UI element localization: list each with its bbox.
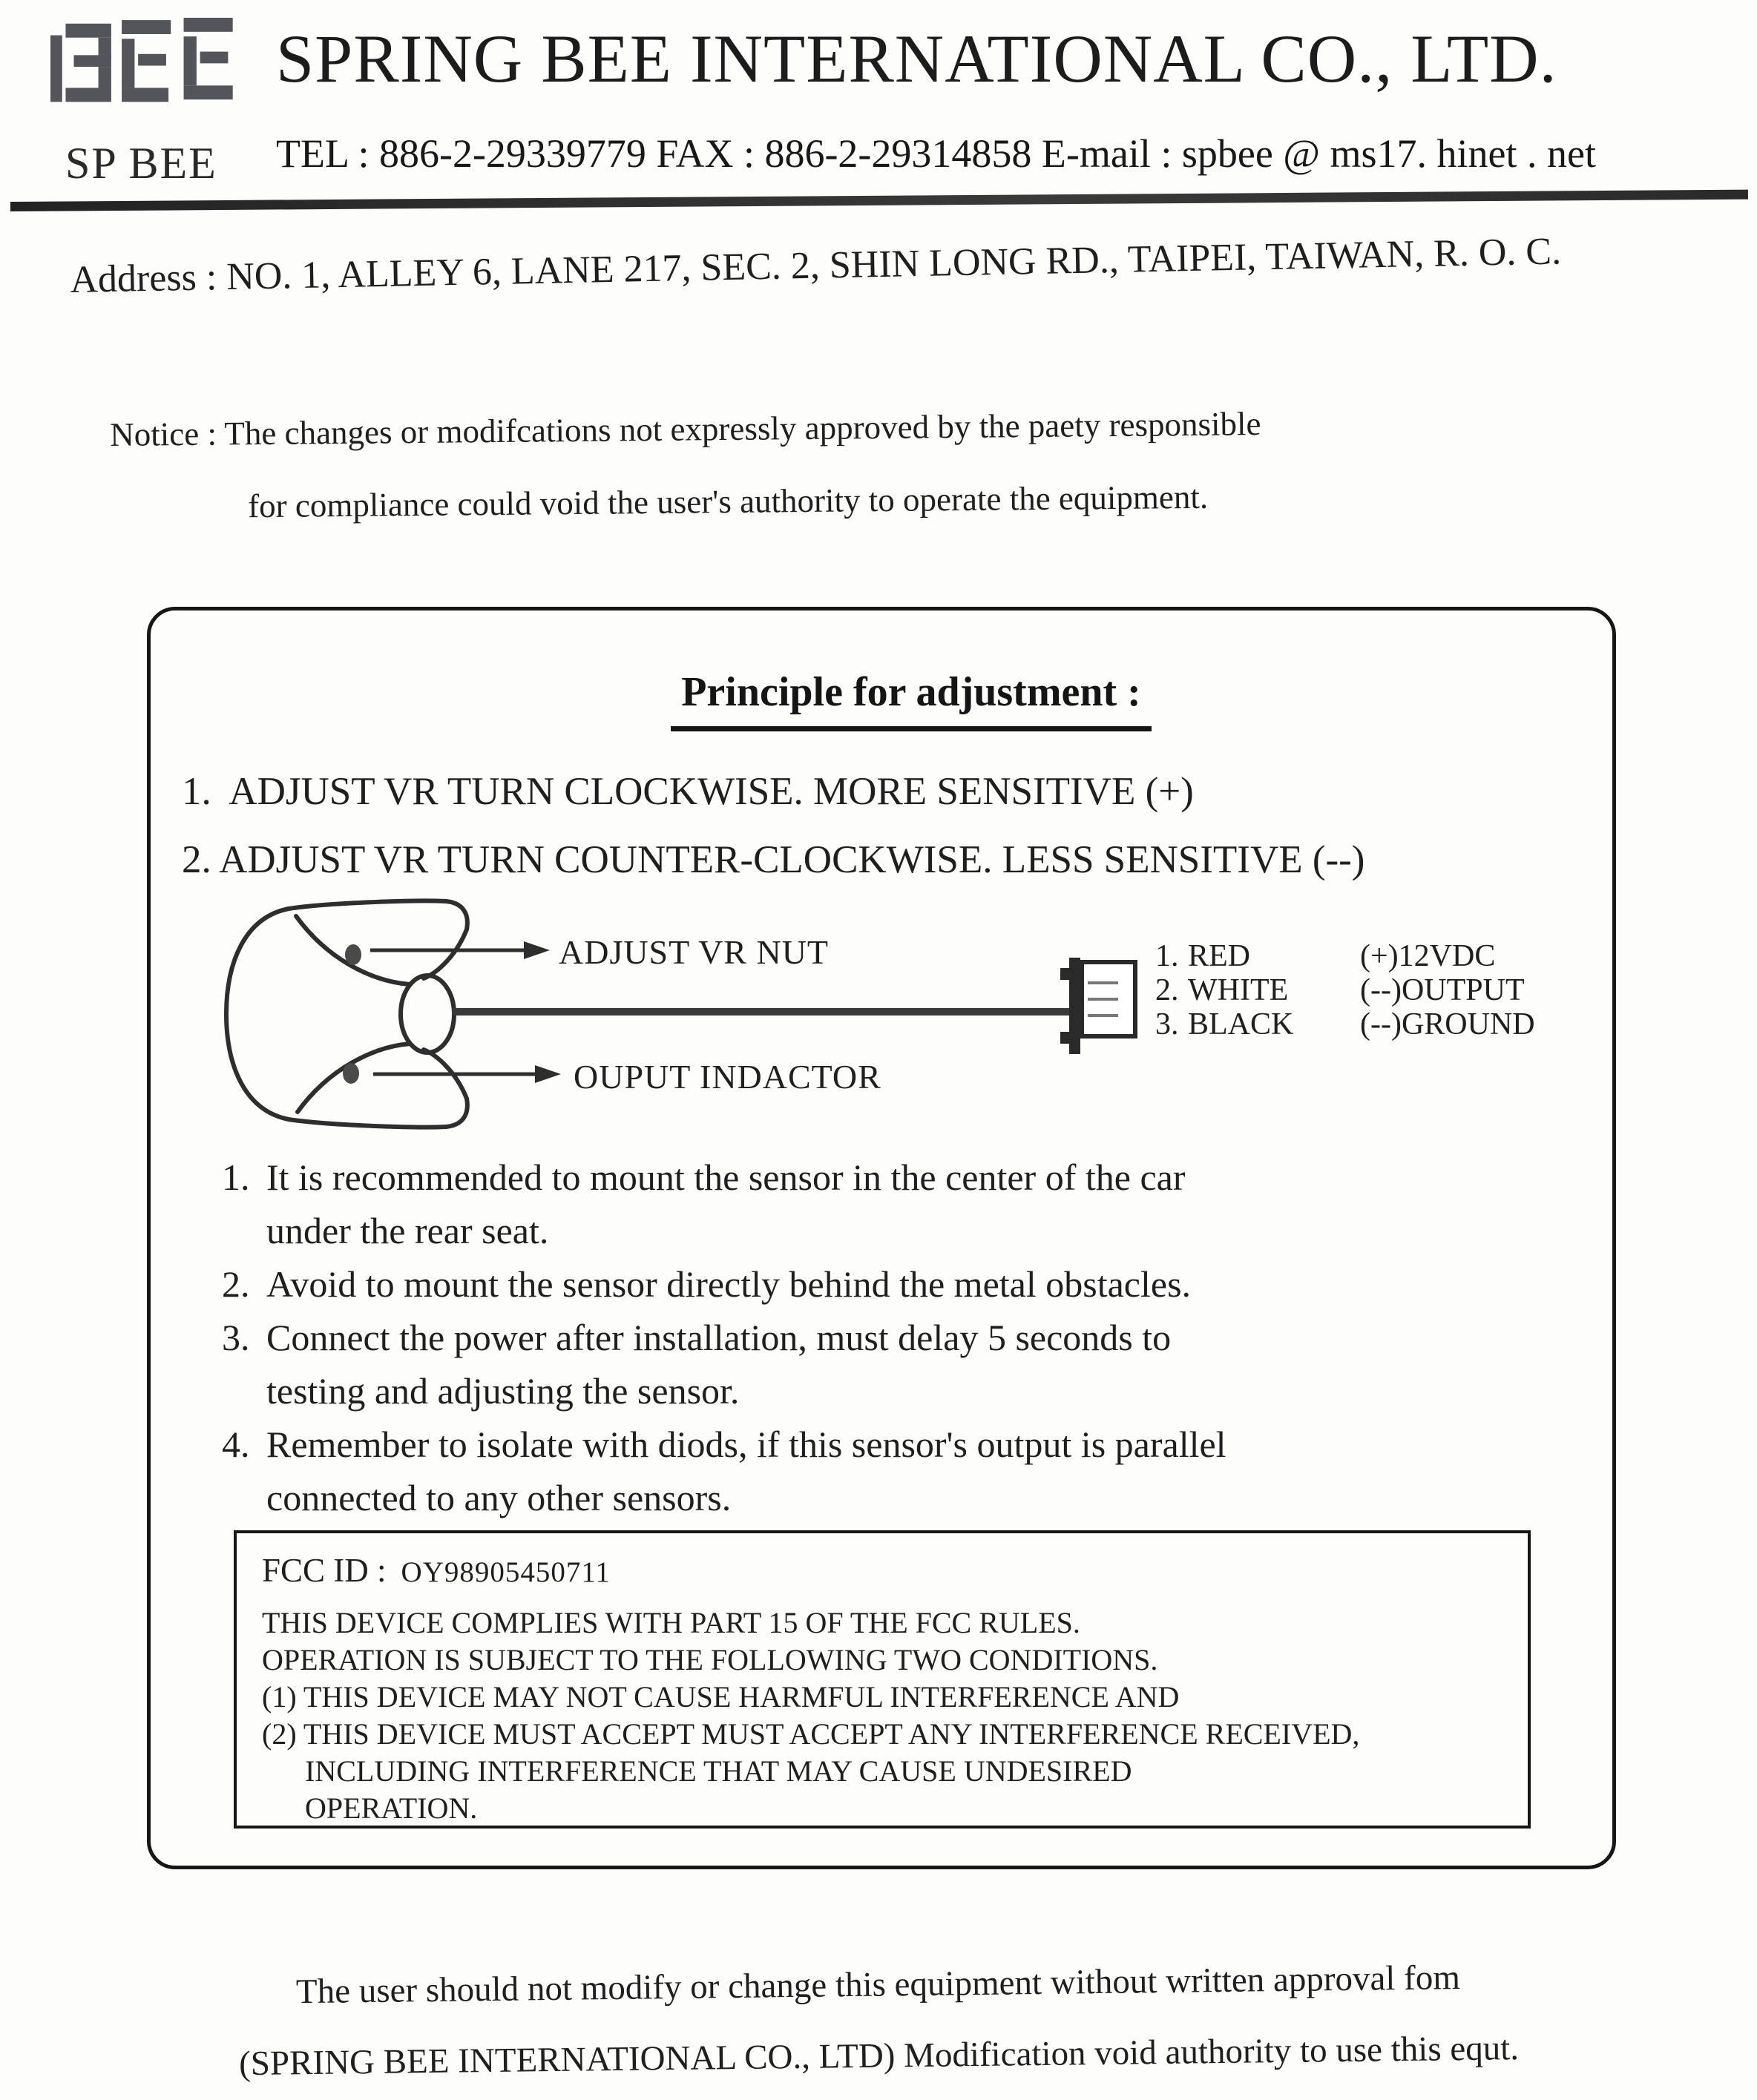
notice-line: for compliance could void the user's authority to operate the equipment. xyxy=(247,478,1209,525)
address-line: Address : NO. 1, ALLEY 6, LANE 217, SEC. 2, SHIN LONG RD., TAIPEI, TAIWAN, R. O. C. xyxy=(69,230,1562,302)
arrow-right-icon xyxy=(373,1065,561,1083)
note-line: Connect the power after installation, must delay 5 seconds to xyxy=(266,1317,1172,1358)
rule-item: 2. ADJUST VR TURN COUNTER-CLOCKWISE. LESS SENSITIVE (--) xyxy=(182,838,1365,881)
box-title: Principle for adjustment : xyxy=(671,668,1152,731)
fcc-line: THIS DEVICE COMPLIES WITH PART 15 OF THE FCC RULES. xyxy=(262,1606,1080,1639)
fcc-line: (1) THIS DEVICE MAY NOT CAUSE HARMFUL INTERFERENCE AND xyxy=(262,1680,1180,1714)
install-notes xyxy=(222,1151,1565,1524)
wire-color: BLACK xyxy=(1188,1007,1294,1041)
vr-nut-dot-icon xyxy=(345,944,361,965)
fcc-lines xyxy=(262,1604,1503,1827)
note-line: under the rear seat. xyxy=(266,1210,549,1251)
note-line: Remember to isolate with diods, if this sensor's output is parallel xyxy=(266,1423,1226,1465)
note-number: 3. xyxy=(222,1317,250,1358)
wire-number: 1. xyxy=(1155,939,1179,973)
wire-legend-row xyxy=(1155,1007,1535,1042)
sensor-diagram xyxy=(194,894,1589,1150)
wire-color: WHITE xyxy=(1188,973,1289,1007)
fcc-line: OPERATION IS SUBJECT TO THE FOLLOWING TWO CONDITIONS. xyxy=(262,1643,1158,1676)
fcc-line: (2) THIS DEVICE MUST ACCEPT MUST ACCEPT ANY INTERFERENCE RECEIVED, xyxy=(262,1717,1360,1751)
wire-number: 2. xyxy=(1155,973,1179,1007)
bee-logo-icon xyxy=(50,16,237,107)
logo-caption: SP BEE xyxy=(65,139,217,188)
footer-line: The user should not modify or change this equipment without written approval fom xyxy=(295,1958,1461,2012)
note-line: connected to any other sensors. xyxy=(266,1477,732,1518)
label-ouput-indactor: OUPUT INDACTOR xyxy=(574,1058,881,1096)
wire-function: (+)12VDC xyxy=(1360,939,1496,973)
header-divider-rule xyxy=(10,190,1748,211)
fcc-id-label: FCC ID : xyxy=(262,1552,387,1589)
note-number: 2. xyxy=(222,1263,250,1305)
note-line: testing and adjusting the sensor. xyxy=(266,1370,740,1412)
note-item xyxy=(222,1418,1565,1524)
wire-function: (--)OUTPUT xyxy=(1360,973,1525,1007)
rule-item: 1. ADJUST VR TURN CLOCKWISE. MORE SENSITIVE (+) xyxy=(182,770,1194,813)
note-item xyxy=(222,1311,1565,1418)
notice-block xyxy=(110,404,1262,527)
sensor-wire xyxy=(452,1008,1072,1016)
fcc-statement-box xyxy=(234,1530,1531,1829)
sensor-body-icon xyxy=(226,901,467,1127)
note-number: 4. xyxy=(222,1423,250,1465)
wire-function: (--)GROUND xyxy=(1360,1007,1535,1041)
company-name: SPRING BEE INTERNATIONAL CO., LTD. xyxy=(276,21,1557,96)
wire-color: RED xyxy=(1188,939,1250,973)
footer-disclaimer xyxy=(65,1955,1692,2086)
note-number: 1. xyxy=(222,1156,250,1198)
note-line: Avoid to mount the sensor directly behind the metal obstacles. xyxy=(266,1263,1192,1305)
fcc-id-value: OY98905450711 xyxy=(401,1556,611,1588)
footer-line: (SPRING BEE INTERNATIONAL CO., LTD) Modification void authority to use this equt. xyxy=(238,2029,1520,2084)
principle-adjustment-box xyxy=(147,607,1616,1869)
note-line: It is recommended to mount the sensor in the center of the car xyxy=(266,1156,1186,1198)
wire-connector-icon xyxy=(1060,958,1135,1054)
fcc-line: INCLUDING INTERFERENCE THAT MAY CAUSE UNDESIRED xyxy=(305,1754,1132,1788)
wire-legend-row xyxy=(1155,938,1495,974)
inductor-dot-icon xyxy=(343,1063,359,1084)
adjustment-rules xyxy=(182,757,1364,894)
note-item xyxy=(222,1151,1565,1257)
box-title-row xyxy=(151,668,1612,731)
fcc-line: OPERATION. xyxy=(305,1791,478,1825)
fcc-id-row xyxy=(262,1551,1503,1590)
wire-legend-row xyxy=(1155,972,1525,1008)
wire-number: 3. xyxy=(1155,1007,1179,1041)
contact-line: TEL : 886-2-29339779 FAX : 886-2-29314858 E-mail : spbee @ ms17. hinet . net xyxy=(276,131,1596,176)
note-item xyxy=(222,1257,1565,1311)
notice-line: Notice : The changes or modifcations not expressly approved by the paety responsible xyxy=(110,405,1261,453)
label-adjust-vr-nut: ADJUST VR NUT xyxy=(559,933,830,971)
